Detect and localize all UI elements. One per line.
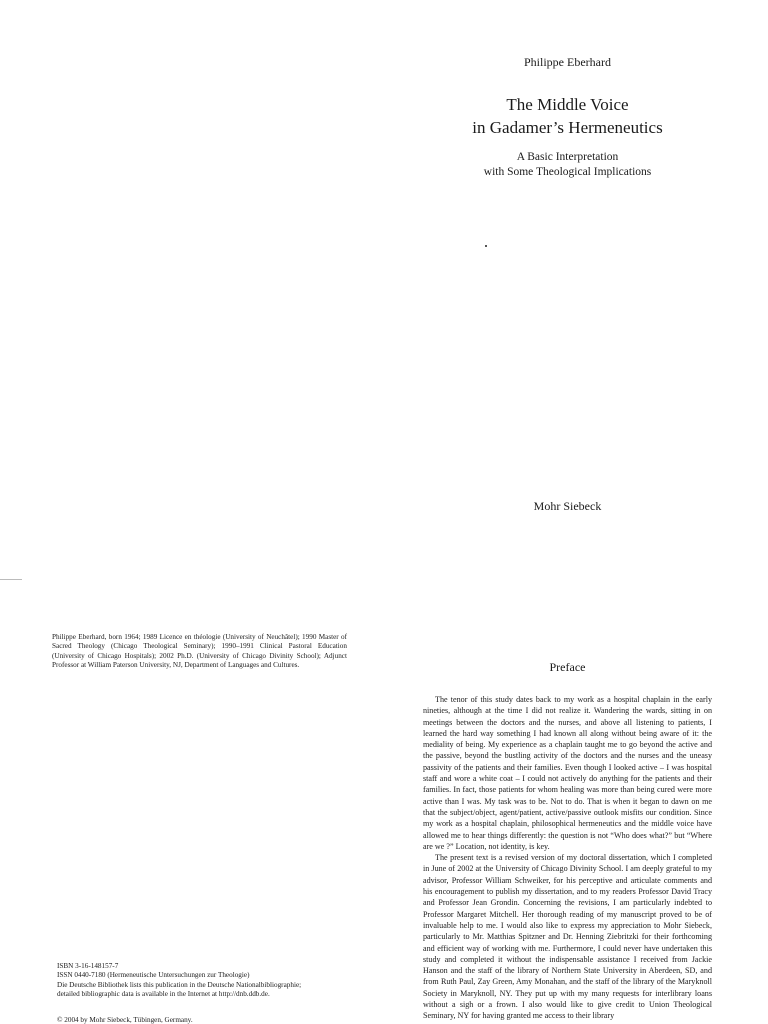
copyright-line: © 2004 by Mohr Siebeck, Tübingen, Germany. [57, 1016, 193, 1024]
preface-body [423, 694, 712, 1022]
preface-paragraph-1: The tenor of this study dates back to my work as a hospital chaplain in the early nineties, although at the time I did not realize it. Wandering the wards, sitting in on meetings between the doctors and the nurses, and above all listening to patients, I learned the hard way something I had known all along without being aware of it: the mediality of being. My experience as a chaplain taught me to go beyond the active and the passive, beyond the bustling activity of the doctors and the nurses and the uneasy passivity of the patients and their families. Even though I looked active – I was hospital staff and wore a white coat – I could not actively do anything for the patients and their families. In fact, those patients for whom healing was more than being cured were more active than I was. My task was to be. Not to do. That is when it began to dawn on me that the subject/object, agent/patient, active/passive outlook misfits our condition. Since my work as a hospital chaplain, philosophical hermeneutics and the middle voice have allowed me to hear things differently: the question is not “Who does what?” but “Where are we ?” Location, not identity, is key. [423, 695, 712, 851]
bibliographic-imprint [57, 962, 357, 999]
issn-line: ISSN 0440-7180 (Hermeneutische Untersuchungen zur Theologie) [57, 971, 250, 980]
author-biography: Philippe Eberhard, born 1964; 1989 Licence en théologie (University of Neuchâtel); 1990 Master of Sacred Theology (Chicago Theological Seminary); 1990–1991 Clinical Pastoral Education (University of Chicago Hospitals); 2002 Ph.D. (University of Chicago Divinity School); Adjunct Professor at William Paterson University, NJ, Department of Languages and Cultures. [52, 633, 347, 669]
preface-paragraph-2: The present text is a revised version of my doctoral dissertation, which I completed in June of 2002 at the University of Chicago Divinity School. I am deeply grateful to my advisor, Professor William Schweiker, for his perceptive and articulate comments and his encouragement to publish my dissertation, and to my readers Professor David Tracy and Professor Jean Grondin. Concerning the revisions, I am particularly indebted to Professor Margaret Mitchell. Her thorough reading of my manuscript proved to be of invaluable help to me. I would also like to express my appreciation to Mohr Siebeck, particularly to Mr. Matthias Spitzner and Dr. Henning Ziebritzki for their forthcoming and efficient way of working with me. Furthermore, I could never have undertaken this study and completed it without the indispensable assistance I received from Jackie Hanson and the staff of the library of Northern State University in Aberdeen, SD, and from Ruth Paul, Zay Green, Amy Monahan, and the staff of the library of the Maryknoll Society in Maryknoll, NY. They put up with my many requests for interlibrary loans without a sigh or a frown. I also would like to give credit to Union Theological Seminary, NY for having granted me access to their library [423, 853, 712, 1021]
preface-heading: Preface [549, 660, 586, 674]
dnb-notice-line-1: Die Deutsche Bibliothek lists this publication in the Deutsche Nationalbibliographie; [57, 980, 302, 989]
book-title [400, 93, 735, 139]
book-title-line-2: in Gadamer’s Hermeneutics [472, 118, 663, 137]
book-subtitle-line-2: with Some Theological Implications [483, 166, 652, 178]
book-subtitle-line-1: A Basic Interpretation [516, 151, 619, 163]
scan-speck [485, 245, 487, 247]
book-title-line-1: The Middle Voice [506, 95, 629, 114]
publisher-name: Mohr Siebeck [533, 499, 602, 513]
dnb-notice-line-2: detailed bibliographic data is available in the Internet at http://dnb.ddb.de. [57, 989, 270, 998]
isbn-line: ISBN 3-16-148157-7 [57, 962, 119, 970]
scan-margin-mark [0, 579, 22, 580]
book-subtitle [400, 150, 735, 180]
title-page-author: Philippe Eberhard [524, 55, 611, 69]
